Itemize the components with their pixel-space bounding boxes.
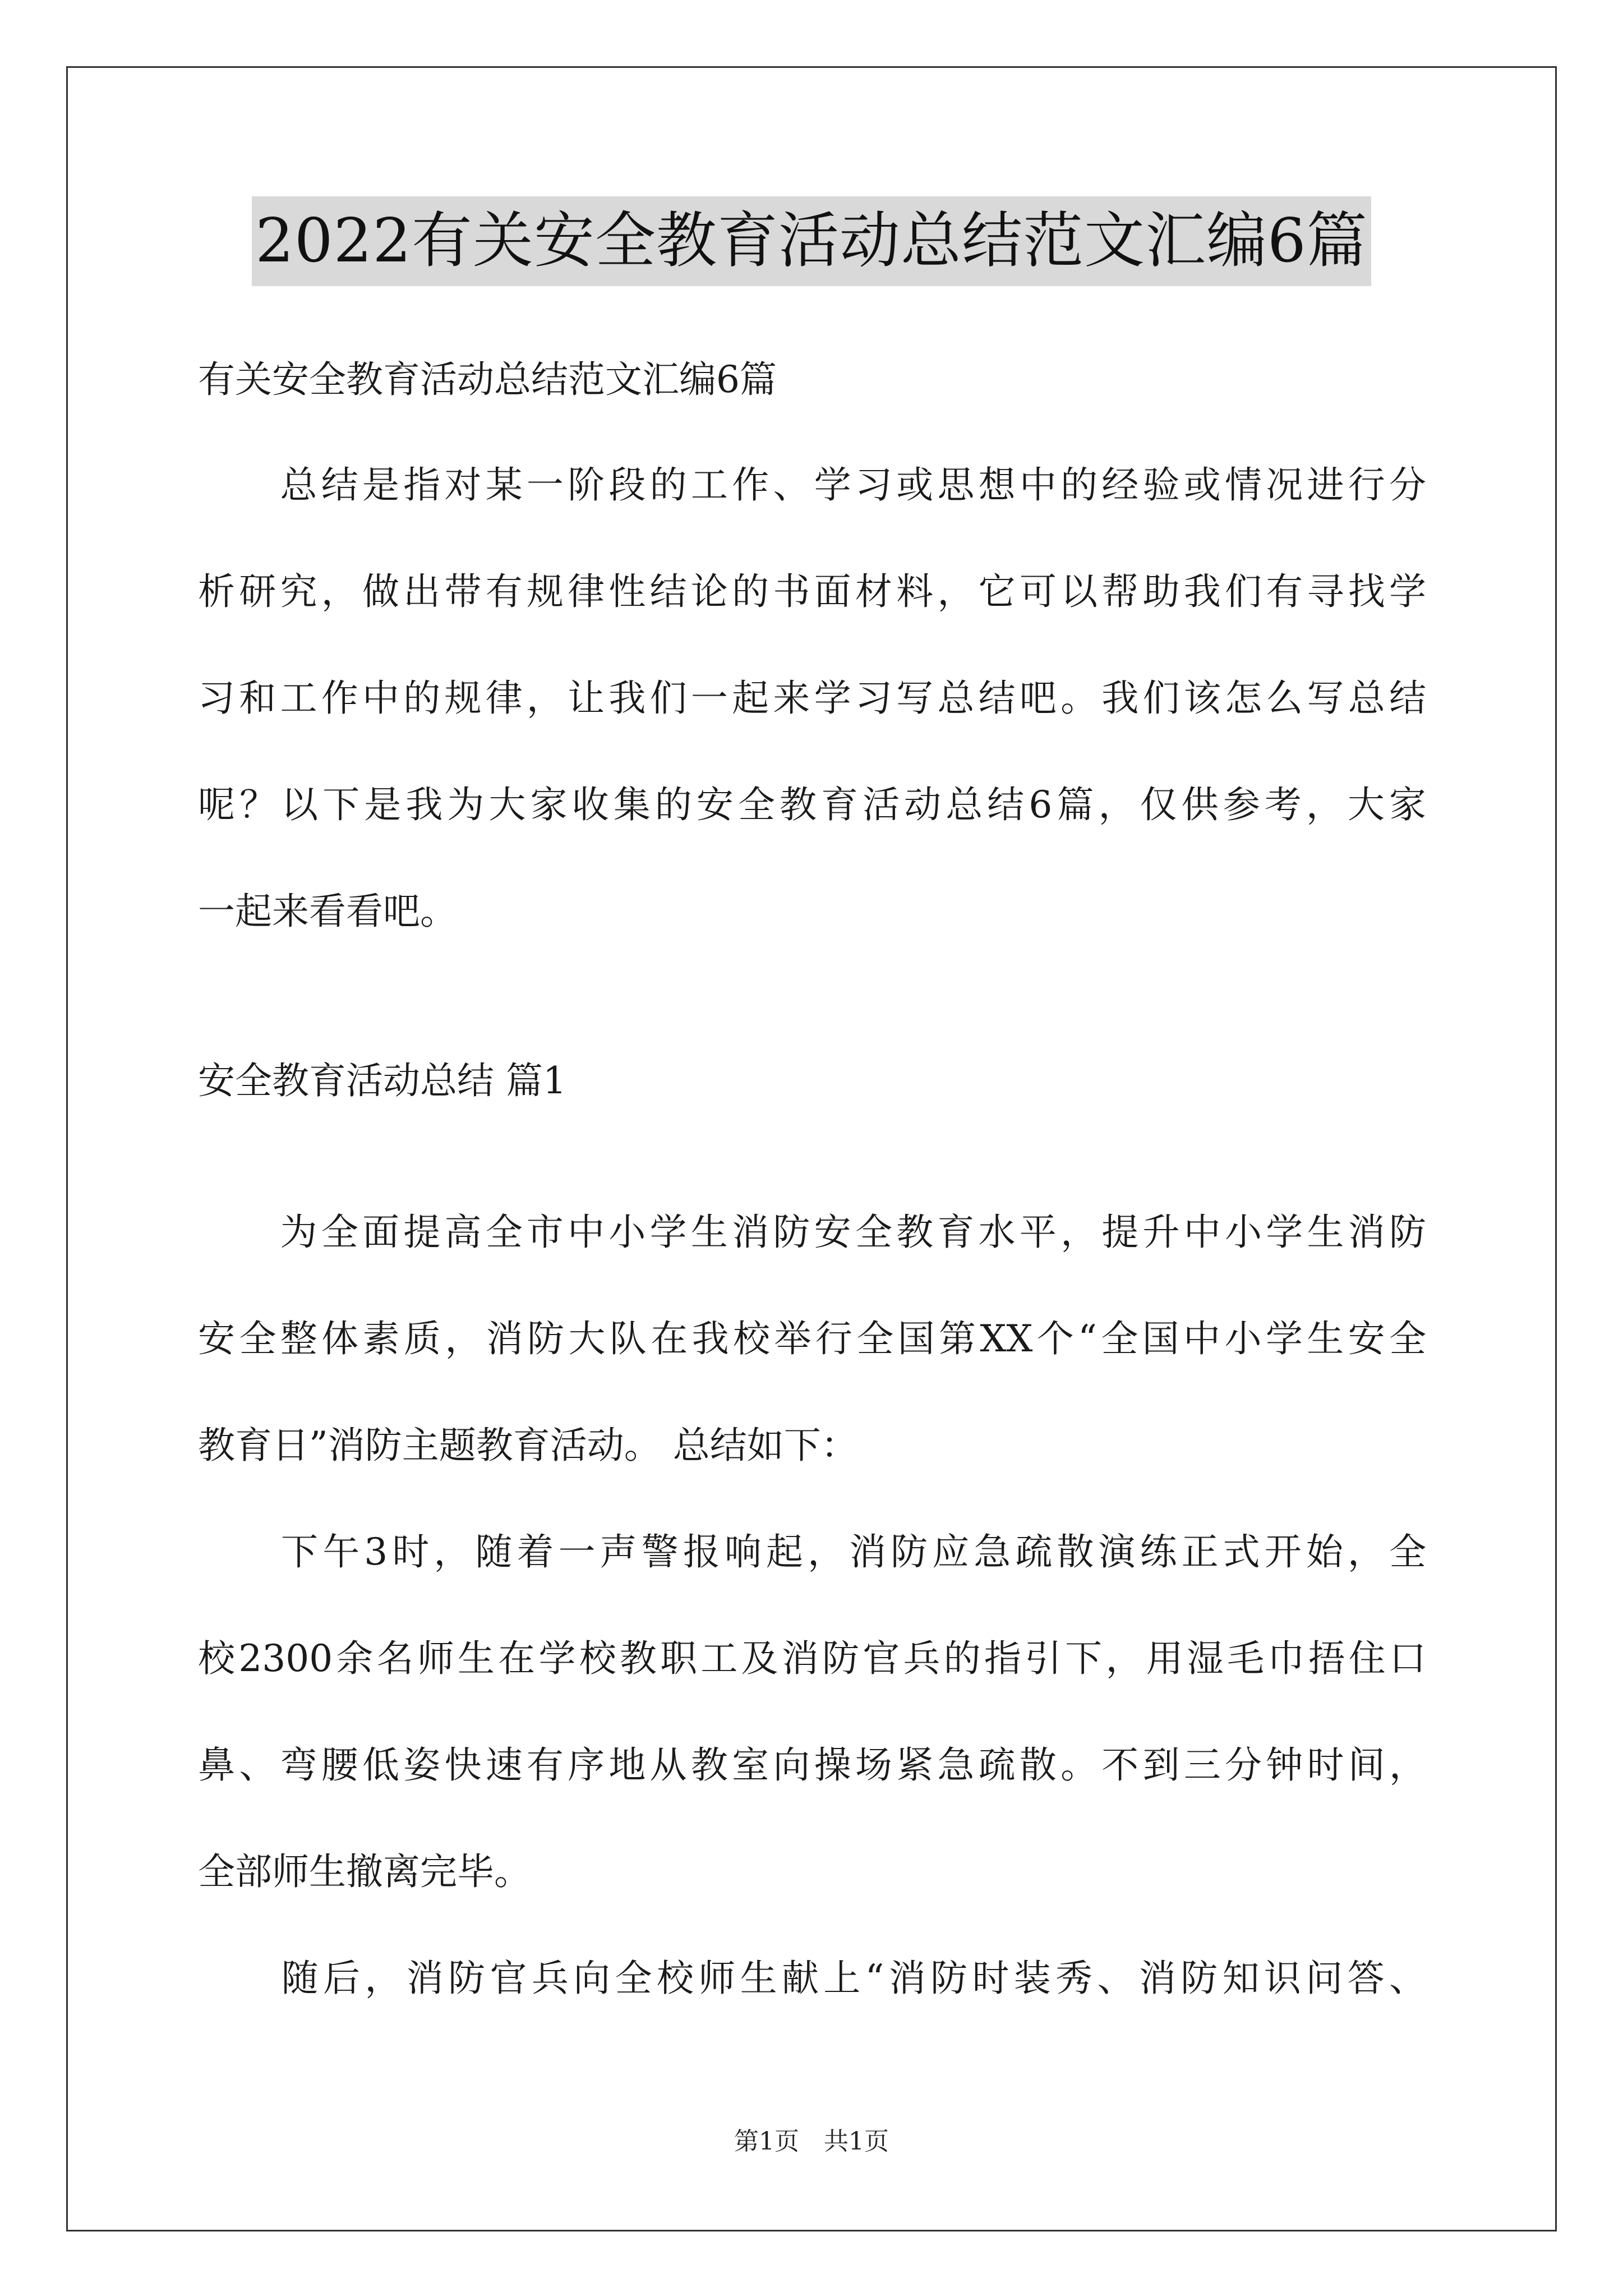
- intro-line-3: 习和工作中的规律，让我们一起来学习写总结吧。我们该怎么写总结: [198, 677, 1426, 720]
- section-line-3: 教育日”消防主题教育活动。 总结如下：: [198, 1424, 858, 1467]
- section-line-2: 安全整体素质，消防大队在我校举行全国第XX个“全国中小学生安全: [198, 1317, 1426, 1360]
- title-container: [0, 196, 1623, 286]
- section-line-4: 下午3时，随着一声警报响起，消防应急疏散演练正式开始，全: [198, 1530, 1426, 1573]
- section-line-5: 校2300余名师生在学校教职工及消防官兵的指引下，用湿毛巾捂住口: [198, 1637, 1426, 1680]
- section-line-8: 随后，消防官兵向全校师生献上“消防时装秀、消防知识问答、: [198, 1957, 1426, 2000]
- intro-line-4: 呢？以下是我为大家收集的安全教育活动总结6篇，仅供参考，大家: [198, 783, 1426, 826]
- section-line-1: 为全面提高全市中小学生消防安全教育水平，提升中小学生消防: [198, 1211, 1426, 1254]
- intro-line-5: 一起来看看吧。: [198, 890, 457, 933]
- intro-line-1: 总结是指对某一阶段的工作、学习或思想中的经验或情况进行分: [198, 463, 1426, 507]
- intro-line-2: 析研究，做出带有规律性结论的书面材料，它可以帮助我们有寻找学: [198, 570, 1426, 613]
- section-heading: 安全教育活动总结 篇1: [198, 1059, 566, 1102]
- page-number-footer: 第1页 共1页: [734, 2127, 889, 2156]
- section-line-7: 全部师生撤离完毕。: [198, 1850, 531, 1893]
- document-subtitle: 有关安全教育活动总结范文汇编6篇: [198, 358, 777, 401]
- document-title: 2022有关安全教育活动总结范文汇编6篇: [252, 196, 1371, 286]
- section-line-6: 鼻、弯腰低姿快速有序地从教室向操场紧急疏散。不到三分钟时间，: [198, 1743, 1426, 1787]
